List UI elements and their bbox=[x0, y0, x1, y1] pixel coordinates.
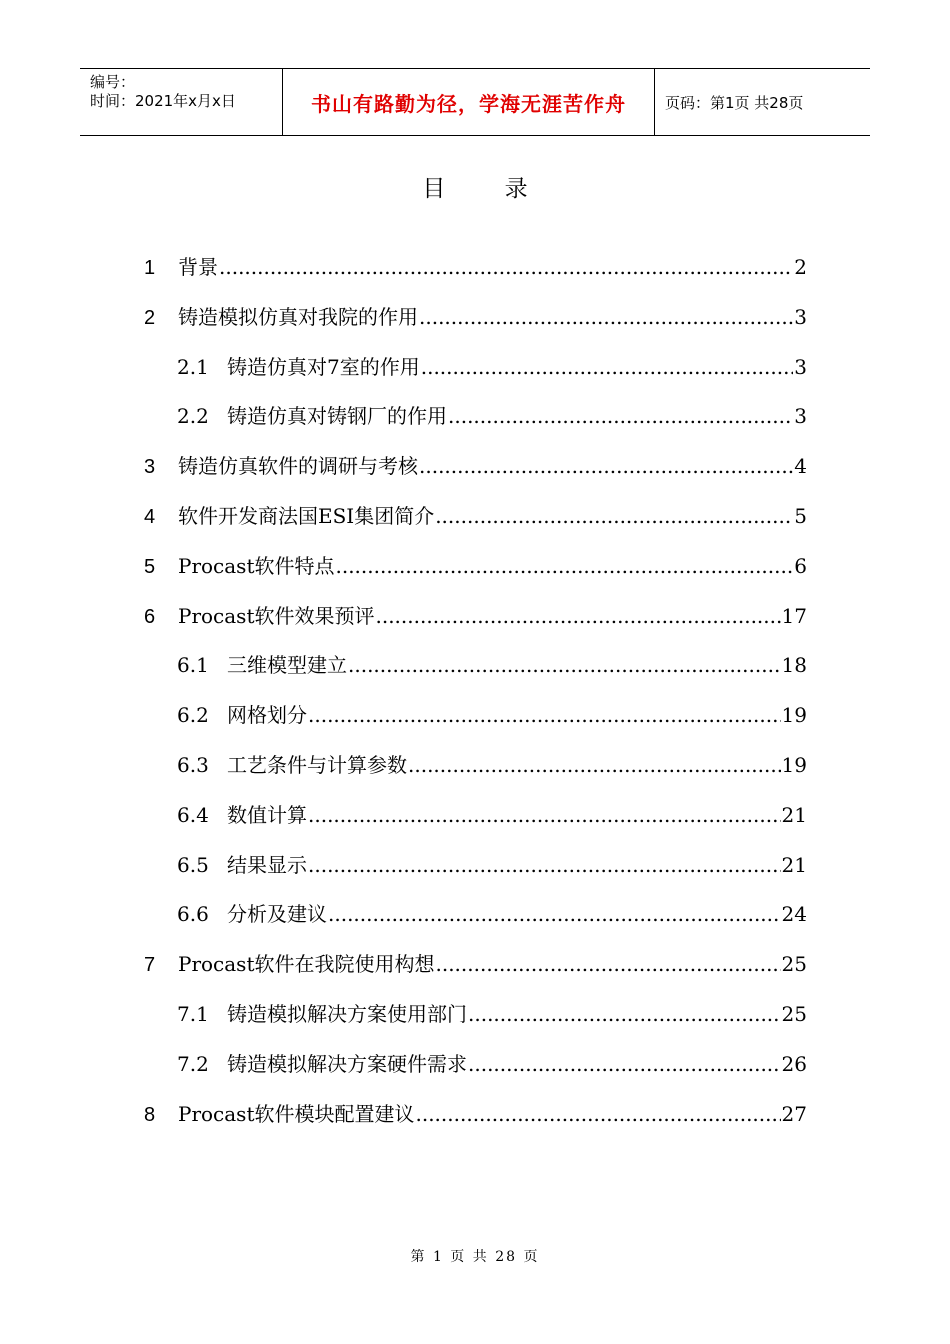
toc-leader-dots bbox=[421, 352, 794, 382]
toc-entry[interactable] bbox=[144, 302, 807, 332]
toc-entry-number: 6.2 bbox=[177, 703, 209, 727]
toc-entry[interactable] bbox=[177, 1049, 807, 1079]
toc-entry[interactable] bbox=[177, 352, 807, 382]
toc-entry-number: 8 bbox=[144, 1104, 156, 1126]
toc-entry-page: 3 bbox=[794, 305, 807, 329]
toc-entry-title: 工艺条件与计算参数 bbox=[227, 753, 407, 777]
toc-entry-number: 1 bbox=[144, 257, 156, 279]
toc-leader-dots bbox=[468, 1049, 781, 1079]
toc-leader-dots bbox=[219, 252, 793, 282]
toc-entry-number: 3 bbox=[144, 456, 156, 478]
toc-entry-title: 背景 bbox=[178, 255, 218, 279]
toc-entry[interactable] bbox=[177, 850, 807, 880]
toc-entry-page: 4 bbox=[794, 454, 807, 478]
toc-leader-dots bbox=[468, 999, 781, 1029]
toc-entry-page: 26 bbox=[781, 1052, 807, 1076]
toc-entry-title: 网格划分 bbox=[227, 703, 307, 727]
toc-entry-title: Procast软件特点 bbox=[178, 554, 335, 578]
toc-entry-title: 铸造模拟仿真对我院的作用 bbox=[178, 305, 418, 329]
toc-leader-dots bbox=[408, 750, 781, 780]
toc-entry-number: 4 bbox=[144, 506, 156, 528]
toc-entry-page: 25 bbox=[781, 952, 807, 976]
toc-entry[interactable] bbox=[144, 601, 807, 631]
toc-leader-dots bbox=[348, 650, 781, 680]
toc-leader-dots bbox=[308, 800, 781, 830]
toc-entry[interactable] bbox=[177, 800, 807, 830]
toc-entry-number: 6.5 bbox=[177, 853, 209, 877]
toc-entry[interactable] bbox=[144, 252, 807, 282]
toc-entry-title: 铸造仿真对7室的作用 bbox=[227, 355, 420, 379]
toc-entry-number: 7 bbox=[144, 954, 156, 976]
toc-leader-dots bbox=[328, 899, 781, 929]
toc-entry[interactable] bbox=[177, 650, 807, 680]
toc-entry-number: 2.1 bbox=[177, 355, 209, 379]
toc-entry-number: 6.3 bbox=[177, 753, 209, 777]
toc-entry-number: 7.2 bbox=[177, 1052, 209, 1076]
toc-leader-dots bbox=[415, 1099, 780, 1129]
toc-entry-title: 铸造模拟解决方案硬件需求 bbox=[227, 1052, 467, 1076]
toc-leader-dots bbox=[308, 850, 781, 880]
toc-entry-number: 6.6 bbox=[177, 902, 209, 926]
toc-entry[interactable] bbox=[144, 551, 807, 581]
toc-entry-title: 软件开发商法国ESI集团简介 bbox=[178, 504, 435, 528]
toc-entry-number: 2 bbox=[144, 307, 156, 329]
toc-leader-dots bbox=[308, 700, 781, 730]
toc-entry-number: 6.4 bbox=[177, 803, 209, 827]
serial-label: 编号： bbox=[90, 73, 136, 91]
toc-entry-page: 19 bbox=[781, 753, 807, 777]
toc-entry[interactable] bbox=[144, 501, 807, 531]
toc-entry-page: 21 bbox=[781, 853, 807, 877]
toc-entry-page: 2 bbox=[794, 255, 807, 279]
page-footer: 第 1 页 共 28 页 bbox=[410, 1249, 540, 1265]
toc-leader-dots bbox=[335, 551, 793, 581]
toc-entry-title: 铸造仿真对铸钢厂的作用 bbox=[227, 404, 447, 428]
toc-title: 目 录 bbox=[422, 176, 554, 202]
toc-entry-page: 19 bbox=[781, 703, 807, 727]
toc-entry-page: 27 bbox=[781, 1102, 807, 1126]
header-motto: 书山有路勤为径，学海无涯苦作舟 bbox=[282, 69, 655, 135]
toc-leader-dots bbox=[375, 601, 780, 631]
toc-entry[interactable] bbox=[177, 750, 807, 780]
toc-entry-number: 7.1 bbox=[177, 1002, 209, 1026]
toc-leader-dots bbox=[419, 451, 793, 481]
toc-entry-title: 分析及建议 bbox=[227, 902, 327, 926]
toc-entry[interactable] bbox=[177, 700, 807, 730]
toc-entry-page: 21 bbox=[781, 803, 807, 827]
toc-entry[interactable] bbox=[144, 451, 807, 481]
toc-entry-page: 18 bbox=[781, 653, 807, 677]
toc-entry-page: 3 bbox=[794, 404, 807, 428]
header-meta bbox=[80, 69, 282, 135]
toc-entry-page: 5 bbox=[794, 504, 807, 528]
toc-leader-dots bbox=[435, 949, 780, 979]
header-page-info: 页码：第1页 共28页 bbox=[665, 93, 804, 112]
toc-entry-title: Procast软件效果预评 bbox=[178, 604, 375, 628]
toc-entry-title: Procast软件在我院使用构想 bbox=[178, 952, 435, 976]
toc-entry-title: 结果显示 bbox=[227, 853, 307, 877]
toc-entry-page: 17 bbox=[781, 604, 807, 628]
toc-entry-page: 6 bbox=[794, 554, 807, 578]
toc-entry[interactable] bbox=[177, 999, 807, 1029]
toc-entry[interactable] bbox=[177, 899, 807, 929]
toc-entry-title: 铸造仿真软件的调研与考核 bbox=[178, 454, 418, 478]
toc-entry-title: 铸造模拟解决方案使用部门 bbox=[227, 1002, 467, 1026]
toc-entry-title: Procast软件模块配置建议 bbox=[178, 1102, 415, 1126]
toc-entry[interactable] bbox=[144, 1099, 807, 1129]
toc-entry-title: 数值计算 bbox=[227, 803, 307, 827]
toc-leader-dots bbox=[448, 401, 793, 431]
toc-entry-page: 25 bbox=[781, 1002, 807, 1026]
toc-entry-page: 24 bbox=[781, 902, 807, 926]
toc-leader-dots bbox=[419, 302, 793, 332]
date-label: 时间：2021年x月x日 bbox=[90, 92, 236, 110]
page-header bbox=[80, 68, 870, 136]
toc-entry[interactable] bbox=[177, 401, 807, 431]
toc-entry-number: 5 bbox=[144, 556, 156, 578]
toc-entry-number: 2.2 bbox=[177, 404, 209, 428]
toc-entry-number: 6 bbox=[144, 606, 156, 628]
toc-entry-page: 3 bbox=[794, 355, 807, 379]
toc-entry-title: 三维模型建立 bbox=[227, 653, 347, 677]
toc-entry-number: 6.1 bbox=[177, 653, 209, 677]
toc-entry[interactable] bbox=[144, 949, 807, 979]
toc-leader-dots bbox=[435, 501, 793, 531]
